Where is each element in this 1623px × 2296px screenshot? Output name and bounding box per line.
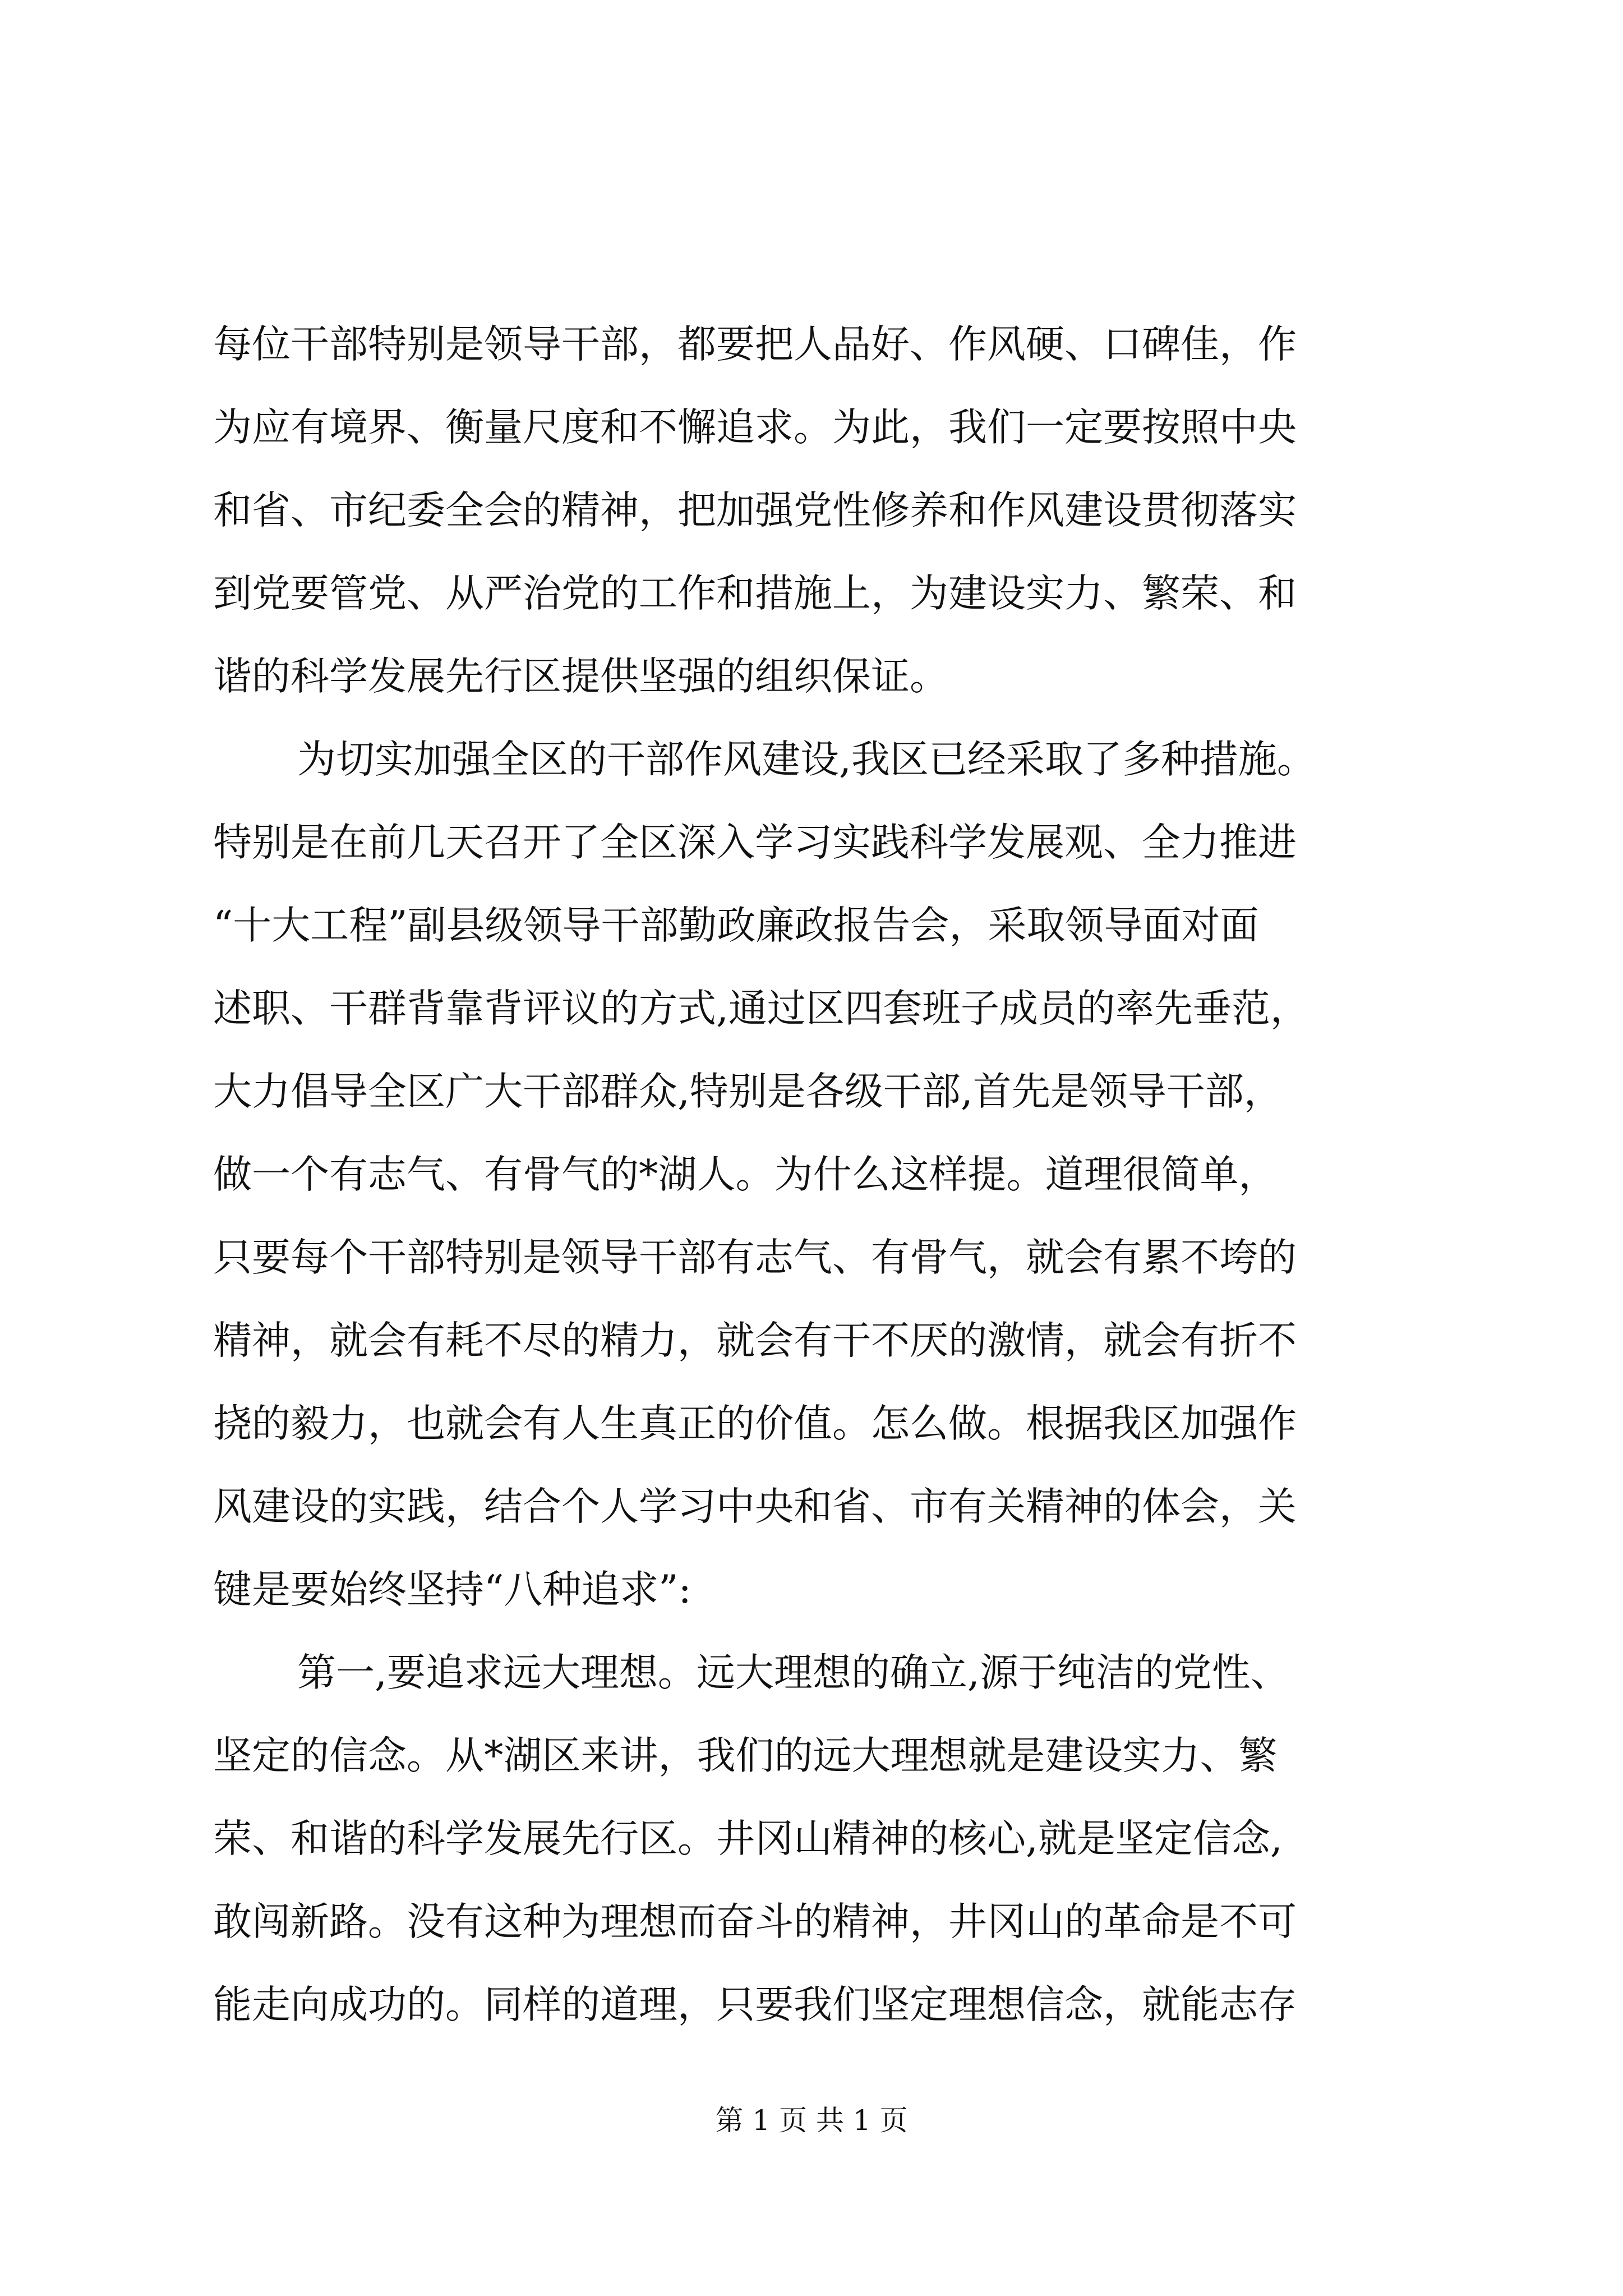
paragraph-first-line: 第一,要追求远大理想。远大理想的确立,源于纯洁的党性、: [297, 1650, 1289, 1695]
text-line: 特别是在前几天召开了全区深入学习实践科学发展观、全力推进: [213, 820, 1297, 865]
document-body: [213, 303, 1413, 2046]
text-line: 谐的科学发展先行区提供坚强的组织保证。: [213, 654, 948, 699]
text-line: 每位干部特别是领导干部，都要把人品好、作风硬、口碑佳，作: [213, 322, 1297, 367]
text-line: 坚定的信念。从*湖区来讲，我们的远大理想就是建设实力、繁: [213, 1733, 1278, 1778]
text-line: 做一个有志气、有骨气的*湖人。为什么这样提。道理很简单，: [213, 1152, 1278, 1197]
text-line: 挠的毅力，也就会有人生真正的价值。怎么做。根据我区加强作: [213, 1401, 1297, 1446]
page-number-label: 第 1 页 共 1 页: [715, 2104, 908, 2137]
text-line: 只要每个干部特别是领导干部有志气、有骨气，就会有累不垮的: [213, 1235, 1297, 1280]
text-line: 敢闯新路。没有这种为理想而奋斗的精神，井冈山的革命是不可: [213, 1899, 1297, 1944]
text-line: 述职、干群背靠背评议的方式,通过区四套班子成员的率先垂范，: [213, 986, 1309, 1031]
text-line: 为应有境界、衡量尺度和不懈追求。为此，我们一定要按照中央: [213, 405, 1297, 450]
text-line: 能走向成功的。同样的道理，只要我们坚定理想信念，就能志存: [213, 1982, 1297, 2027]
text-line: 风建设的实践，结合个人学习中央和省、市有关精神的体会，关: [213, 1484, 1297, 1529]
paragraph-first-line: 为切实加强全区的干部作风建设,我区已经采取了多种措施。: [297, 737, 1316, 782]
page-footer: [0, 2101, 1623, 2140]
text-line: 键是要始终坚持“八种追求”:: [213, 1567, 691, 1612]
text-line: 荣、和谐的科学发展先行区。井冈山精神的核心,就是坚定信念,: [213, 1816, 1283, 1861]
text-line: 到党要管党、从严治党的工作和措施上，为建设实力、繁荣、和: [213, 571, 1297, 616]
text-line: “十大工程”副县级领导干部勤政廉政报告会，采取领导面对面: [213, 903, 1259, 948]
text-line: 精神，就会有耗不尽的精力，就会有干不厌的激情，就会有折不: [213, 1318, 1297, 1363]
text-line: 大力倡导全区广大干部群众,特别是各级干部,首先是领导干部，: [213, 1069, 1283, 1114]
text-line: 和省、市纪委全会的精神，把加强党性修养和作风建设贯彻落实: [213, 488, 1297, 533]
